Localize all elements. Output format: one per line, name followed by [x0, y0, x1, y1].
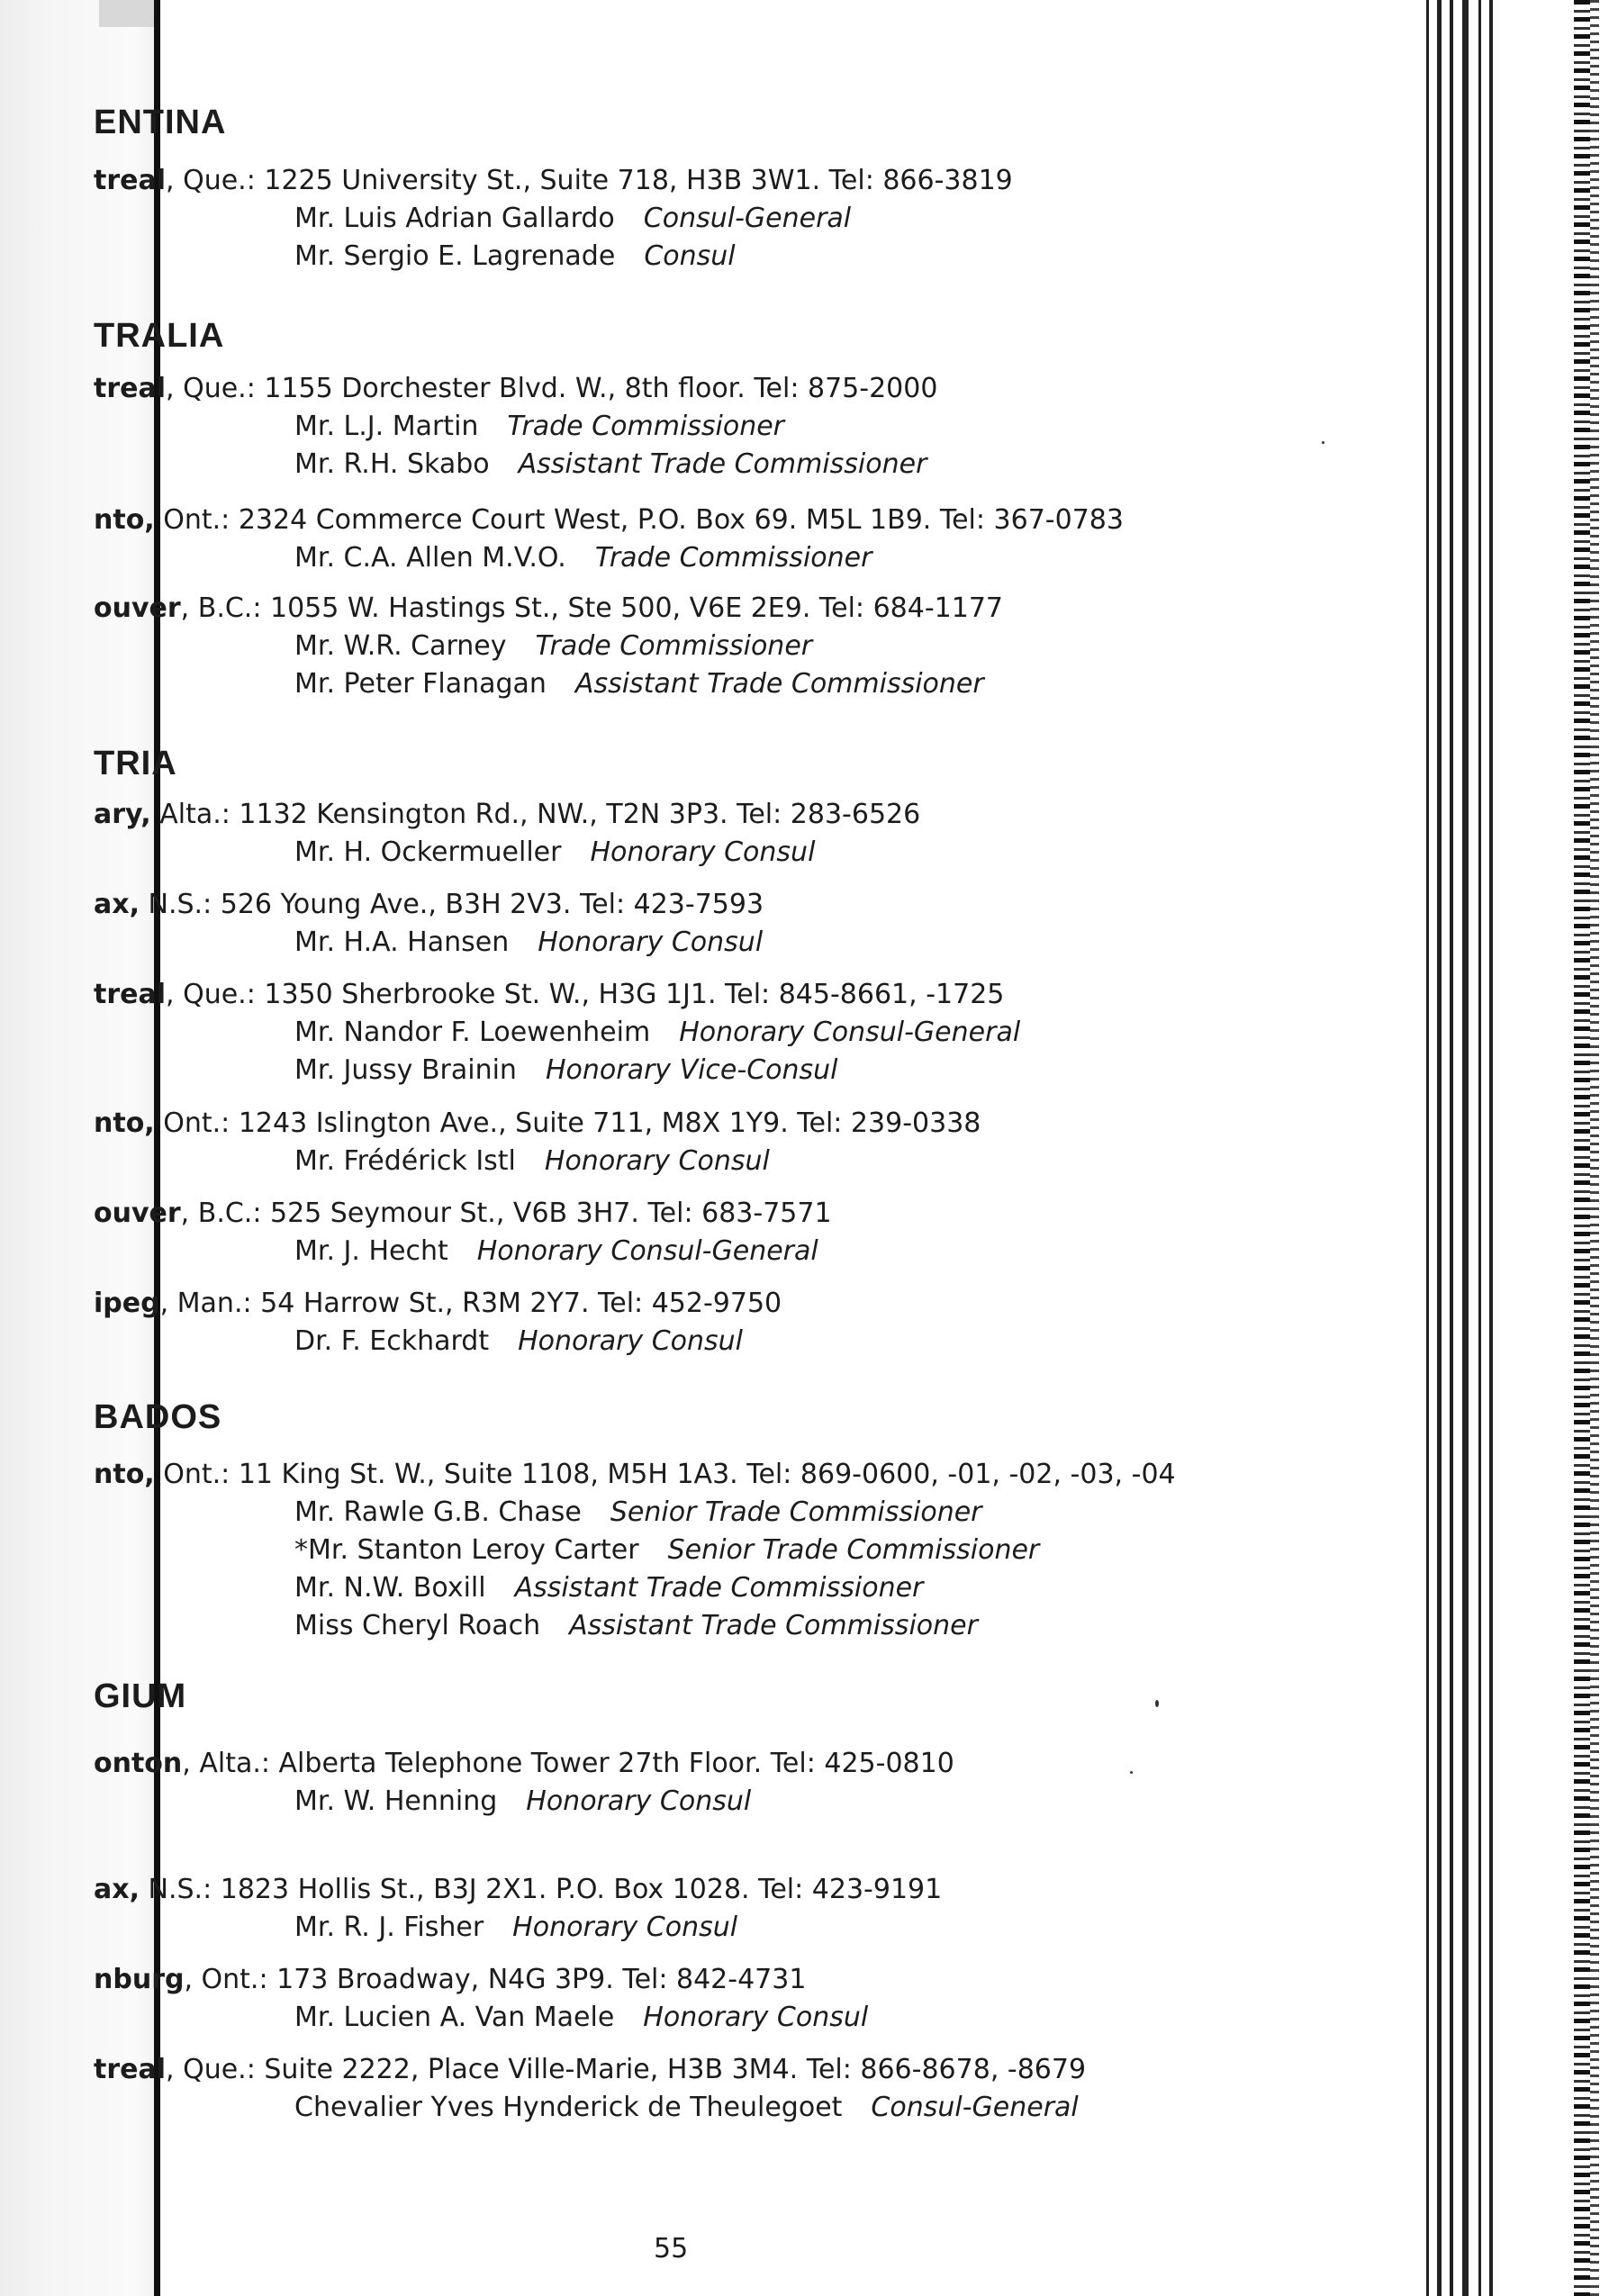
official-line — [294, 1145, 770, 1177]
official-title: Honorary Vice-Consul — [545, 1054, 838, 1086]
city-name: ary, — [94, 799, 151, 830]
address-text: , B.C.: 525 Seymour St., V6B 3H7. Tel: 683-7571 — [180, 1198, 832, 1229]
official-title: Honorary Consul-General — [679, 1017, 1021, 1048]
official-title: Senior Trade Commissioner — [667, 1534, 1040, 1566]
official-name: Mr. R.H. Skabo — [294, 448, 490, 480]
city-name: ax, — [94, 1874, 140, 1905]
official-line — [294, 1572, 923, 1604]
address-line — [94, 979, 1004, 1010]
official-line — [294, 1017, 1020, 1048]
city-name: treal — [94, 373, 167, 404]
address-line — [94, 373, 937, 404]
official-title: Honorary Consul — [590, 836, 816, 868]
address-line — [94, 592, 1003, 624]
official-title: Senior Trade Commissioner — [610, 1496, 982, 1528]
official-name: Mr. Peter Flanagan — [294, 668, 547, 700]
official-name: Dr. F. Eckhardt — [294, 1325, 490, 1357]
official-title: Assistant Trade Commissioner — [518, 448, 927, 480]
official-line — [294, 1785, 751, 1817]
official-line — [294, 668, 984, 700]
official-name: Mr. Frédérick Istl — [294, 1145, 516, 1177]
address-line — [94, 1198, 832, 1229]
official-line — [294, 1610, 978, 1641]
scan-speck — [1155, 1700, 1159, 1707]
official-title: Assistant Trade Commissioner — [569, 1610, 978, 1641]
city-name: onton — [94, 1748, 183, 1779]
official-title: Assistant Trade Commissioner — [514, 1572, 924, 1604]
address-line — [94, 799, 920, 830]
official-title: Honorary Consul-General — [476, 1235, 818, 1267]
address-line — [94, 889, 764, 920]
official-name: Mr. Nandor F. Loewenheim — [294, 1017, 651, 1048]
official-name: *Mr. Stanton Leroy Carter — [294, 1534, 639, 1566]
official-name: Mr. N.W. Boxill — [294, 1572, 486, 1604]
country-heading: TRIA — [94, 745, 177, 782]
official-name: Mr. Rawle G.B. Chase — [294, 1496, 582, 1528]
official-title: Honorary Consul — [512, 1912, 738, 1943]
official-title: Consul — [644, 240, 736, 272]
address-line — [94, 1107, 981, 1139]
address-text: N.S.: 1823 Hollis St., B3J 2X1. P.O. Box 1028. Tel: 423-9191 — [140, 1874, 943, 1905]
address-line — [94, 2054, 1086, 2085]
address-text: , Que.: 1155 Dorchester Blvd. W., 8th floor. Tel: 875-2000 — [166, 373, 938, 404]
official-name: Mr. Luis Adrian Gallardo — [294, 203, 615, 234]
official-name: Mr. W.R. Carney — [294, 630, 507, 662]
address-text: , Que.: Suite 2222, Place Ville-Marie, H3B 3M4. Tel: 866-8678, -8679 — [166, 2054, 1087, 2085]
city-name: nto, — [94, 1107, 155, 1139]
official-name: Mr. J. Hecht — [294, 1235, 448, 1267]
official-name: Mr. H. Ockermueller — [294, 836, 562, 868]
scan-speck — [1130, 1771, 1133, 1774]
address-line — [94, 165, 1013, 196]
address-text: , Alta.: Alberta Telephone Tower 27th Floor. Tel: 425-0810 — [182, 1748, 954, 1779]
city-name: ipeg — [94, 1288, 160, 1319]
city-name: nto, — [94, 504, 155, 536]
official-line — [294, 203, 851, 234]
city-name: ouver — [94, 1198, 181, 1229]
official-line — [294, 927, 763, 958]
city-name: treal — [94, 2054, 167, 2085]
official-line — [294, 2002, 868, 2033]
address-text: , B.C.: 1055 W. Hastings St., Ste 500, V6E 2E9. Tel: 684-1177 — [180, 592, 1004, 624]
address-text: N.S.: 526 Young Ave., B3H 2V3. Tel: 423-7593 — [140, 889, 764, 920]
address-text: Ont.: 2324 Commerce Court West, P.O. Box 69. M5L 1B9. Tel: 367-0783 — [154, 504, 1124, 536]
official-line — [294, 1496, 982, 1528]
city-name: treal — [94, 165, 167, 196]
official-name: Mr. C.A. Allen M.V.O. — [294, 542, 566, 574]
official-title: Consul-General — [871, 2092, 1079, 2123]
address-line — [94, 504, 1124, 536]
address-text: , Que.: 1350 Sherbrooke St. W., H3G 1J1. Tel: 845-8661, -1725 — [166, 979, 1005, 1010]
official-name: Mr. Sergio E. Lagrenade — [294, 240, 616, 272]
city-name: ax, — [94, 889, 140, 920]
official-title: Trade Commissioner — [535, 630, 813, 662]
official-name: Mr. W. Henning — [294, 1785, 498, 1817]
address-text: Ont.: 11 King St. W., Suite 1108, M5H 1A3. Tel: 869-0600, -01, -02, -03, -04 — [154, 1459, 1176, 1490]
address-text: Ont.: 1243 Islington Ave., Suite 711, M8X 1Y9. Tel: 239-0338 — [154, 1107, 981, 1139]
official-title: Assistant Trade Commissioner — [574, 668, 984, 700]
official-title: Consul-General — [643, 203, 852, 234]
official-title: Trade Commissioner — [507, 411, 785, 442]
scan-speck — [1322, 441, 1324, 444]
official-line — [294, 2092, 1079, 2123]
address-line — [94, 1459, 1176, 1490]
official-title: Honorary Consul — [643, 2002, 869, 2033]
address-text: Alta.: 1132 Kensington Rd., NW., T2N 3P3. Tel: 283-6526 — [150, 799, 921, 830]
official-line — [294, 630, 812, 662]
address-text: , Que.: 1225 University St., Suite 718, H3B 3W1. Tel: 866-3819 — [166, 165, 1013, 196]
official-name: Mr. L.J. Martin — [294, 411, 479, 442]
official-title: Honorary Consul — [544, 1145, 770, 1177]
official-line — [294, 1325, 743, 1357]
official-name: Chevalier Yves Hynderick de Theulegoet — [294, 2092, 843, 2123]
city-name: nburg — [94, 1964, 185, 1995]
country-heading: BADOS — [94, 1398, 222, 1436]
official-name: Mr. Lucien A. Van Maele — [294, 2002, 615, 2033]
official-name: Mr. H.A. Hansen — [294, 927, 510, 958]
address-line — [94, 1748, 954, 1779]
official-title: Honorary Consul — [518, 1325, 744, 1357]
official-name: Mr. Jussy Brainin — [294, 1054, 517, 1086]
address-text: , Man.: 54 Harrow St., R3M 2Y7. Tel: 452-9750 — [159, 1288, 782, 1319]
country-heading: GIUM — [94, 1677, 187, 1715]
address-text: , Ont.: 173 Broadway, N4G 3P9. Tel: 842-4731 — [184, 1964, 807, 1995]
official-line — [294, 240, 736, 272]
address-line — [94, 1964, 806, 1995]
official-title: Honorary Consul — [526, 1785, 752, 1817]
city-name: treal — [94, 979, 167, 1010]
country-heading: ENTINA — [94, 104, 227, 141]
official-line — [294, 448, 927, 480]
official-title: Honorary Consul — [538, 927, 764, 958]
official-line — [294, 542, 872, 574]
official-line — [294, 1534, 1039, 1566]
official-name: Mr. R. J. Fisher — [294, 1912, 484, 1943]
page-number: 55 — [654, 2233, 689, 2264]
official-line — [294, 411, 784, 442]
official-title: Trade Commissioner — [594, 542, 872, 574]
country-heading: TRALIA — [94, 317, 225, 355]
official-line — [294, 1054, 838, 1086]
address-line — [94, 1288, 782, 1319]
official-line — [294, 836, 815, 868]
city-name: nto, — [94, 1459, 155, 1490]
official-line — [294, 1235, 818, 1267]
address-line — [94, 1874, 942, 1905]
official-line — [294, 1912, 737, 1943]
official-name: Miss Cheryl Roach — [294, 1610, 541, 1641]
city-name: ouver — [94, 592, 181, 624]
